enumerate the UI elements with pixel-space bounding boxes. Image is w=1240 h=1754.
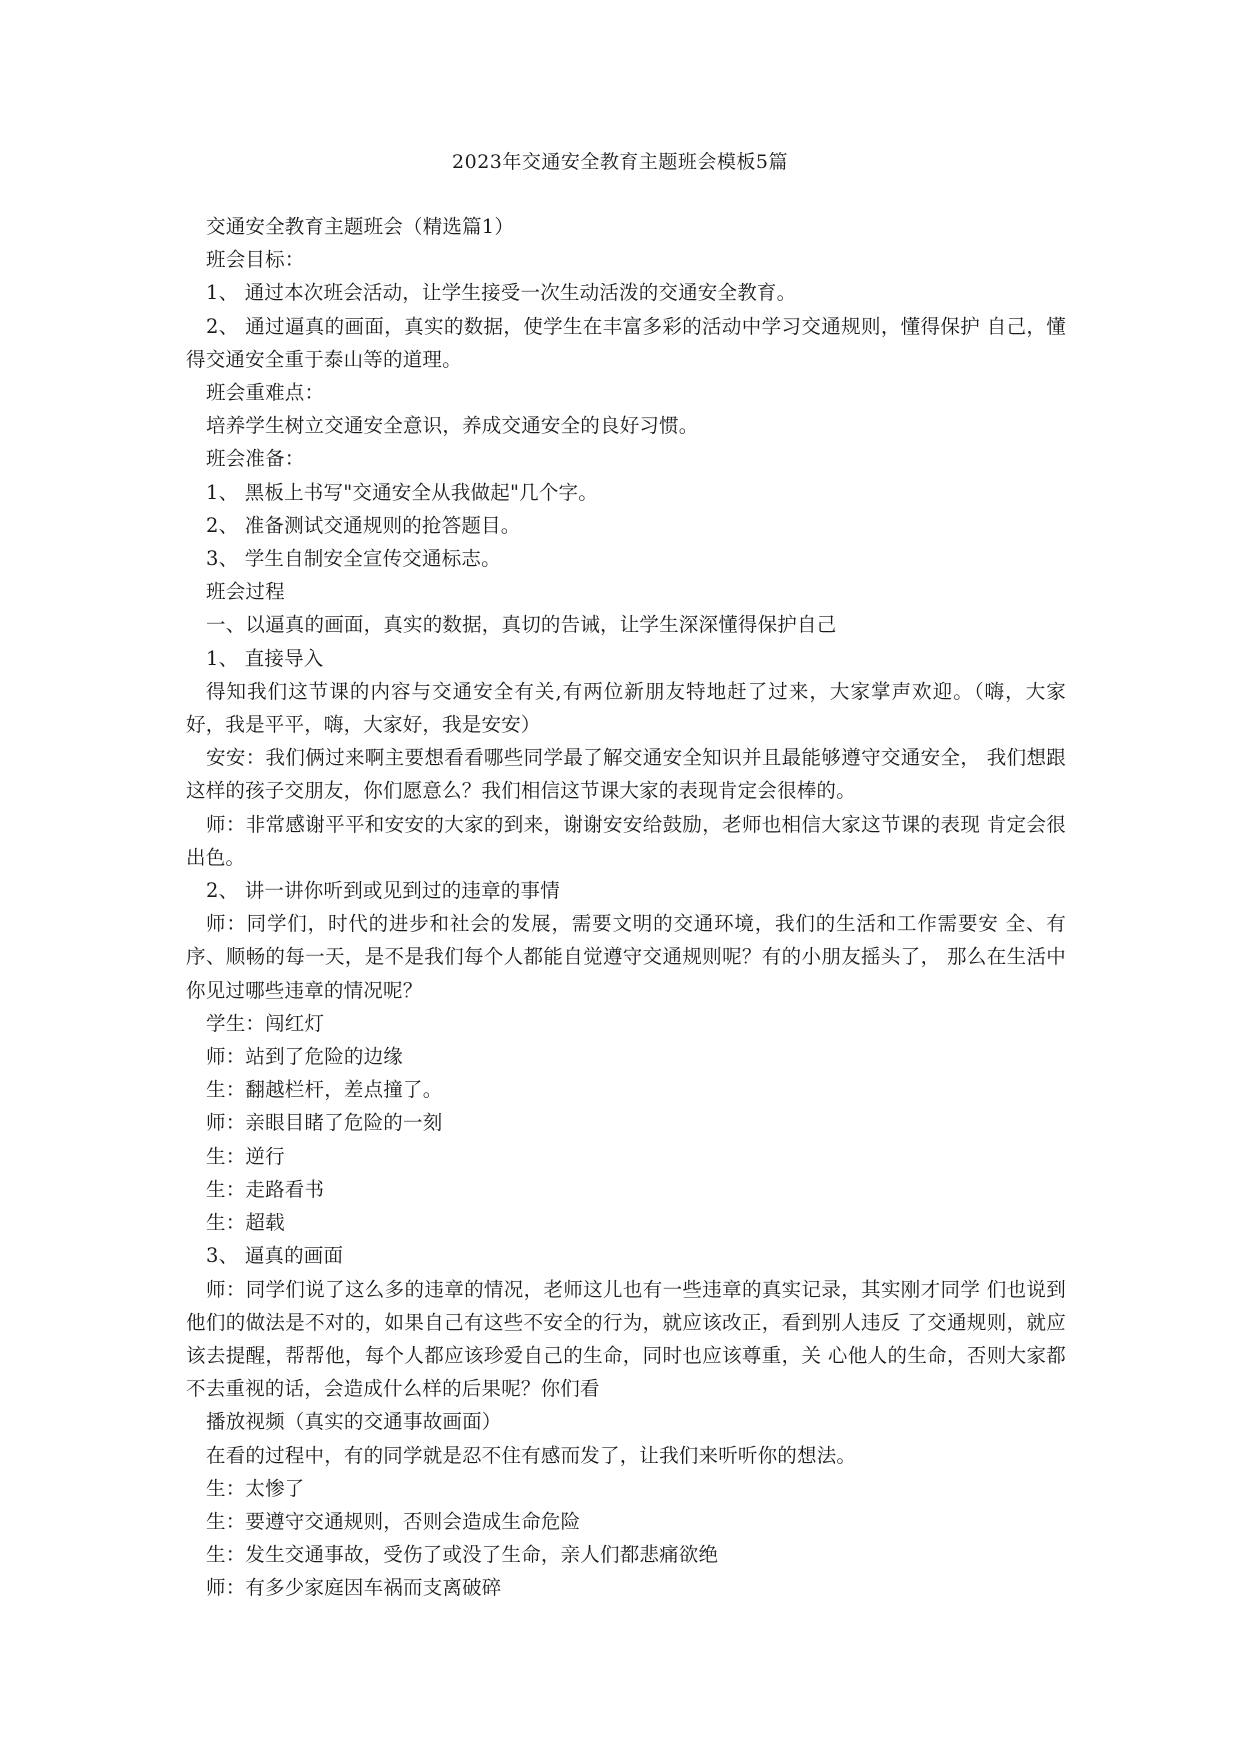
paragraph-teacher-question: 师：同学们，时代的进步和社会的发展，需要文明的交通环境，我们的生活和工作需要安 全、有序、顺畅的每一天，是不是我们每个人都能自觉遵守交通规则呢？有的小朋友摇头了， 那么在生活中你见过哪些违章的情况呢？: [186, 912, 1066, 1002]
document-title: 2023年交通安全教育主题班会模板5篇: [452, 151, 788, 173]
paragraph-dialogue-6: 生：走路看书: [206, 1177, 325, 1201]
paragraph-part-one: 一、以逼真的画面，真实的数据，真切的告诫，让学生深深懂得保护自己: [206, 613, 837, 637]
paragraph-prep-3: 3、 学生自制安全宣传交通标志。: [206, 547, 501, 571]
paragraph-teacher-thanks: 师：非常感谢平平和安安的大家的到来，谢谢安安给鼓励，老师也相信大家这节课的表现 肯定会很出色。: [186, 812, 1066, 869]
paragraph-step-3: 3、 逼真的画面: [206, 1244, 344, 1268]
paragraph-feelings: 在看的过程中，有的同学就是忍不住有感而发了，让我们来听听你的想法。: [206, 1443, 857, 1467]
paragraph-anan: 安安：我们俩过来啊主要想看看哪些同学最了解交通安全知识并且最能够遵守交通安全， 我们想跟这样的孩子交朋友，你们愿意么？我们相信这节课大家的表现肯定会很棒的。: [186, 746, 1066, 803]
paragraph-prep-heading: 班会准备：: [206, 447, 305, 471]
paragraph-goal-heading: 班会目标：: [206, 248, 305, 272]
paragraph-prep-2: 2、 准备测试交通规则的抢答题目。: [206, 513, 521, 537]
paragraph-goal-1: 1、 通过本次班会活动，让学生接受一次生动活泼的交通安全教育。: [206, 281, 797, 305]
paragraph-section-heading: 交通安全教育主题班会（精选篇1）: [206, 215, 515, 238]
paragraph-focus: 培养学生树立交通安全意识，养成交通安全的良好习惯。: [206, 414, 699, 438]
paragraph-step-1: 1、 直接导入: [206, 646, 324, 670]
paragraph-dialogue-1: 学生：闯红灯: [206, 1011, 325, 1035]
paragraph-dialogue-5: 生：逆行: [206, 1144, 285, 1168]
paragraph-dialogue-11: 师：有多少家庭因车祸而支离破碎: [206, 1576, 502, 1600]
paragraph-goal-2: 2、 通过逼真的画面，真实的数据，使学生在丰富多彩的活动中学习交通规则，懂得保护 自己，懂得交通安全重于泰山等的道理。: [186, 314, 1066, 371]
document-body: [186, 210, 1066, 1605]
paragraph-dialogue-2: 师：站到了危险的边缘: [206, 1045, 404, 1069]
paragraph-process-heading: 班会过程: [206, 580, 285, 604]
paragraph-video: 播放视频（真实的交通事故画面）: [206, 1410, 502, 1434]
paragraph-prep-1: 1、 黑板上书写"交通安全从我做起"几个字。: [206, 480, 598, 504]
paragraph-dialogue-9: 生：要遵守交通规则，否则会造成生命危险: [206, 1509, 581, 1533]
paragraph-focus-heading: 班会重难点：: [206, 381, 325, 405]
paragraph-dialogue-10: 生：发生交通事故，受伤了或没了生命，亲人们都悲痛欲绝: [206, 1543, 719, 1567]
paragraph-teacher-record: 师：同学们说了这么多的违章的情况，老师这儿也有一些违章的真实记录，其实刚才同学 们也说到他们的做法是不对的，如果自己有这些不安全的行为，就应该改正，看到别人违反 了交通规则，就应该去提醒，帮帮他，每个人都应该珍爱自己的生命，同时也应该尊重，关 心他人的生命，否则大家都不去重视的话，会造成什么样的后果呢？你们看: [186, 1277, 1066, 1401]
paragraph-dialogue-3: 生：翻越栏杆，差点撞了。: [206, 1078, 443, 1102]
paragraph-dialogue-8: 生：太惨了: [206, 1476, 305, 1500]
paragraph-dialogue-7: 生：超载: [206, 1211, 285, 1235]
paragraph-dialogue-4: 师：亲眼目睹了危险的一刻: [206, 1111, 443, 1135]
paragraph-step-2: 2、 讲一讲你听到或见到过的违章的事情: [206, 879, 560, 903]
paragraph-intro: 得知我们这节课的内容与交通安全有关,有两位新朋友特地赶了过来，大家掌声欢迎。（嗨，大家好，我是平平，嗨，大家好，我是安安）: [186, 679, 1066, 737]
